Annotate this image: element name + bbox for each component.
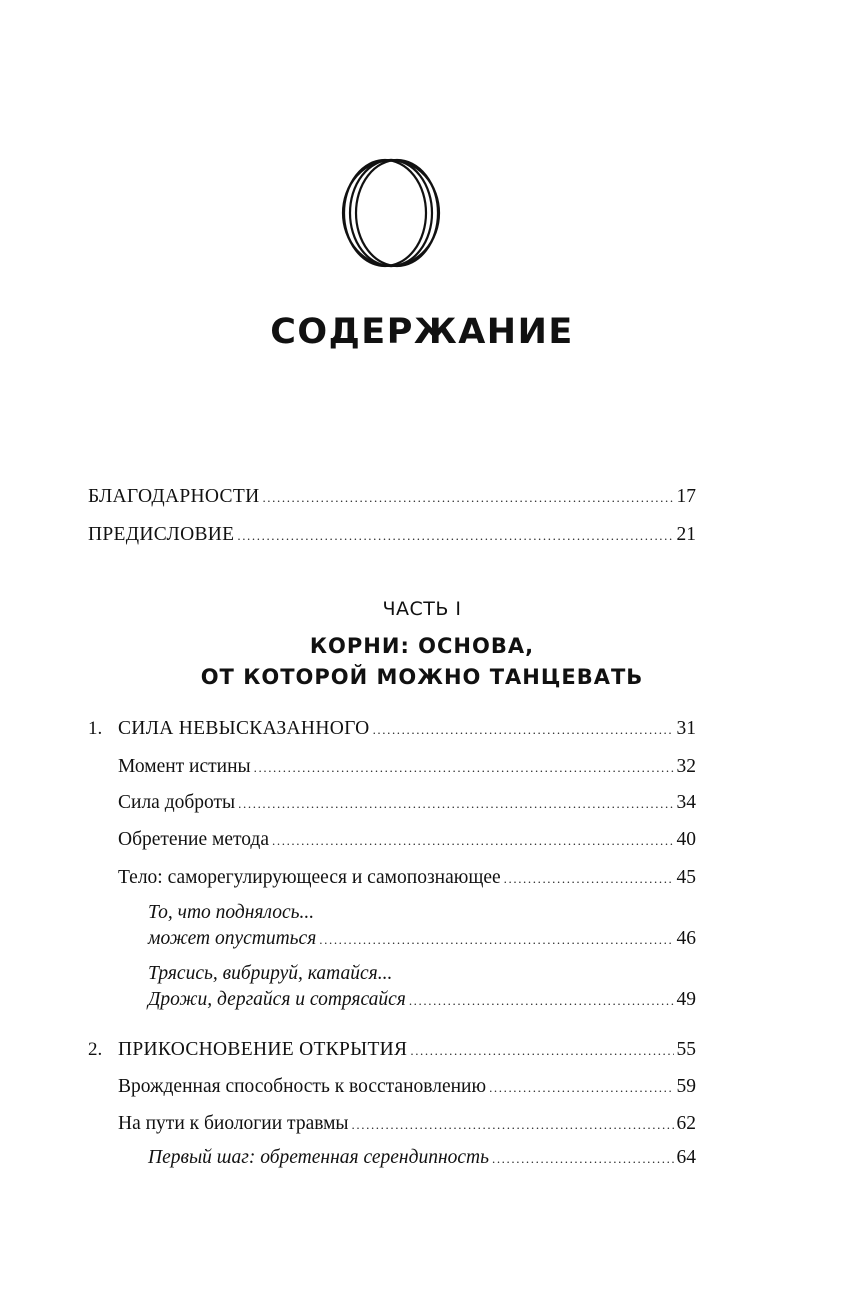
- toc-section[interactable]: [118, 826, 696, 855]
- toc-entry-title: ПРЕДИСЛОВИЕ: [88, 524, 235, 545]
- toc-entry-preface[interactable]: [88, 521, 696, 550]
- toc-entry-page: 31: [676, 718, 696, 739]
- toc-entry-page: 46: [676, 928, 696, 949]
- toc-entry-page: 32: [676, 756, 696, 777]
- toc-entry-page: 62: [676, 1113, 696, 1134]
- page-title: СОДЕРЖАНИЕ: [270, 312, 574, 352]
- toc-subsection-line1: То, что поднялось...: [148, 902, 315, 923]
- dot-leader: [504, 865, 674, 893]
- toc-entry-page: 59: [676, 1076, 696, 1097]
- toc-entry-page: 55: [676, 1039, 696, 1060]
- toc-entry-acknowledgements[interactable]: [88, 483, 696, 512]
- toc-section[interactable]: [118, 864, 696, 893]
- toc-section[interactable]: [118, 1110, 696, 1139]
- toc-entry-page: 49: [676, 989, 696, 1010]
- toc-entry-title: На пути к биологии травмы: [118, 1113, 349, 1134]
- toc-entry-page: 21: [676, 524, 696, 545]
- toc-entry-title: Врожденная способность к восстановлению: [118, 1076, 487, 1097]
- chapter-number: 2.: [88, 1039, 103, 1060]
- chapter-number: 1.: [88, 718, 103, 739]
- toc-entry-page: 45: [676, 867, 696, 888]
- toc-entry-title: Момент истины: [118, 756, 251, 777]
- dot-leader: [352, 1111, 674, 1139]
- toc-entry-title: Тело: саморегулирующееся и самопознающее: [118, 867, 501, 888]
- toc-entry-page: 34: [676, 792, 696, 813]
- toc-subsection-line1: Трясись, вибрируй, катайся...: [148, 963, 393, 984]
- toc-entry-title: Обретение метода: [118, 829, 270, 850]
- toc-entry-page: 40: [676, 829, 696, 850]
- toc-entry-title: может опуститься: [148, 928, 317, 949]
- dot-leader: [409, 987, 674, 1015]
- dot-leader: [492, 1145, 674, 1173]
- ring-logo-icon: [333, 155, 449, 271]
- toc-chapter-2[interactable]: [118, 1036, 696, 1065]
- part-title: [0, 631, 844, 693]
- toc-subsection[interactable]: [148, 986, 696, 1015]
- dot-leader: [254, 754, 674, 782]
- toc-subsection[interactable]: [148, 925, 696, 954]
- dot-leader: [272, 827, 673, 855]
- dot-leader: [237, 522, 673, 550]
- toc-entry-title: СИЛА НЕВЫСКАЗАННОГО: [118, 718, 370, 739]
- part-label: ЧАСТЬ I: [382, 598, 462, 620]
- dot-leader: [238, 790, 673, 818]
- dot-leader: [489, 1074, 673, 1102]
- toc-entry-page: 64: [676, 1147, 696, 1168]
- toc-section[interactable]: [118, 1073, 696, 1102]
- toc-entry-title: Дрожи, дергайся и сотрясайся: [148, 989, 406, 1010]
- toc-subsection[interactable]: [148, 1144, 696, 1173]
- toc-entry-page: 17: [676, 486, 696, 507]
- toc-entry-title: ПРИКОСНОВЕНИЕ ОТКРЫТИЯ: [118, 1039, 408, 1060]
- dot-leader: [319, 926, 673, 954]
- dot-leader: [262, 484, 673, 512]
- part-title-line2: ОТ КОТОРОЙ МОЖНО ТАНЦЕВАТЬ: [200, 665, 644, 689]
- toc-entry-title: Сила доброты: [118, 792, 236, 813]
- dot-leader: [373, 716, 674, 744]
- toc-entry-title: Первый шаг: обретенная серендипность: [148, 1147, 489, 1168]
- toc-section[interactable]: [118, 789, 696, 818]
- toc-section[interactable]: [118, 753, 696, 782]
- dot-leader: [410, 1037, 673, 1065]
- toc-chapter-1[interactable]: [118, 715, 696, 744]
- part-title-line1: КОРНИ: ОСНОВА,: [309, 634, 535, 658]
- toc-entry-title: БЛАГОДАРНОСТИ: [88, 486, 260, 507]
